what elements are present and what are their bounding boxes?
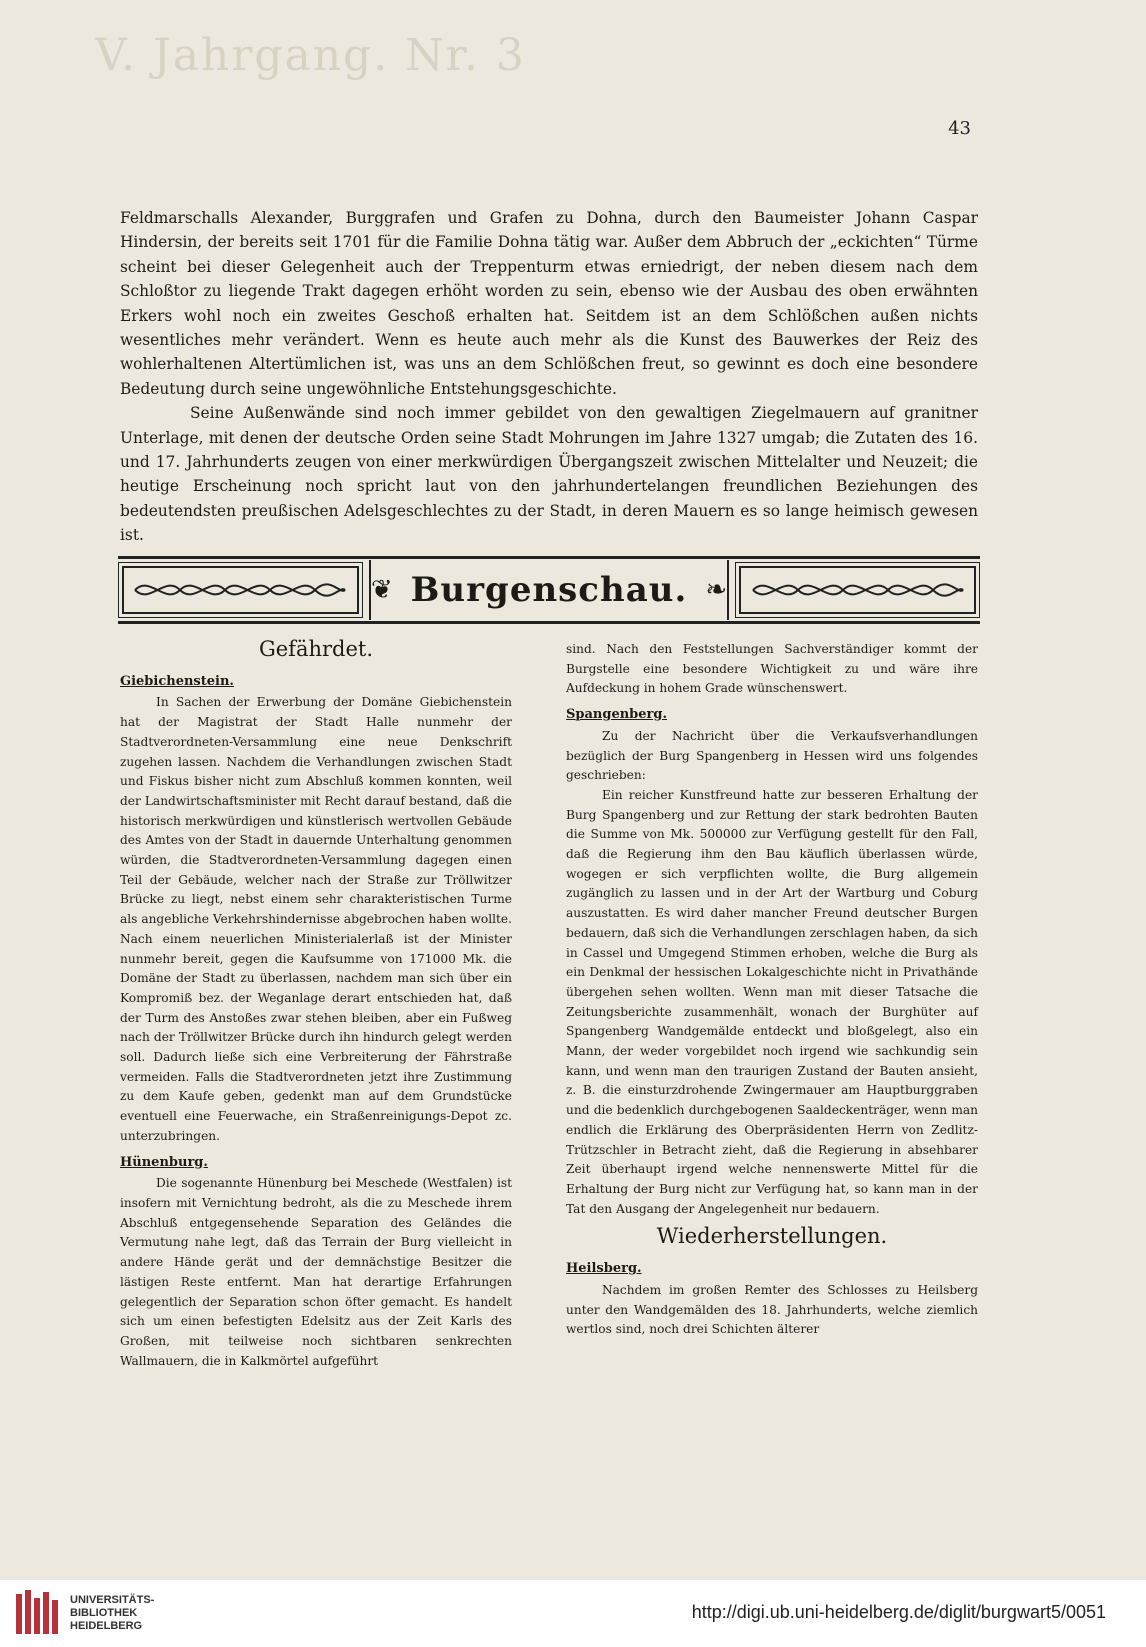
library-logo[interactable] [14,1588,154,1638]
banner-title-box [369,560,729,620]
left-column [120,637,512,1371]
subheading-huenenburg: Hünenburg. [120,1154,208,1170]
page-number: 43 [948,118,971,139]
article-continuation: sind. Nach den Feststellungen Sachverständiger kommt der Burgstelle eine besondere Wichtigkeit zu und wäre ihre Aufdeckung in hohem Grade wünschenswert. [566,642,978,696]
section-banner [118,556,980,624]
right-column [566,640,978,1340]
article-giebichenstein: In Sachen der Erwerbung der Domäne Giebichenstein hat der Magistrat der Stadt Halle nunmehr der Stadtverordneten-Versammlung eine neue Denkschrift zugehen lassen. Nachdem die Verhandlungen zwischen Stadt und Fiskus bisher nicht zum Abschluß kommen konnten, weil der Landwirtschaftsminister mit Recht darauf bestand, daß die historisch merkwürdigen und künstlerisch wertvollen Gebäude des Amtes von der Stadt in dauernde Unterhaltung genommen würden, die Stadtverordneten-Versammlung dagegen einen Teil der Gebäude, welcher nach der Straße zur Tröllwitzer Brücke zu liegt, nebst einem sehr charakteristischen Turme als angebliche Verkehrshindernisse abgebrochen haben wollte. Nach einem neuerlichen Ministerialerlaß ist der Minister nunmehr bereit, gegen die Kaufsumme von 171000 Mk. die Domäne der Stadt zu überlassen, nachdem man sich über ein Kompromiß bez. der Weganlage derart entschieden hat, daß der Turm des Anstoßes zwar stehen bleiben, aber ein Fußweg nach der Tröllwitzer Brücke durch ihn hindurch gelegt werden soll. Dadurch ließe sich eine Verbreiterung der Fährstraße vermeiden. Falls die Stadtverordneten jetzt ihre Zustimmung zu dem Kaufe geben, gedenkt man auf dem Grundstücke eventuell eine Feuerwache, ein Straßenreinigungs-Depot zc. unterzubringen. [120,695,512,1143]
bleed-through-header: V. Jahrgang. Nr. 3 [95,30,526,81]
fleuron-right-icon: ❧ [705,575,728,605]
subheading-heilsberg: Heilsberg. [566,1261,642,1277]
section-heading-wiederherstellungen: Wiederherstellungen. [656,1224,888,1249]
article-heilsberg: Nachdem im großen Remter des Schlosses zu Heilsberg unter den Wandgemälden des 18. Jahrhunderts, welche ziemlich wertlos sind, noch drei Schichten älterer [566,1282,978,1337]
ornament-left [122,566,359,614]
subheading-spangenberg: Spangenberg. [566,707,667,723]
fleuron-left-icon: ❦ [370,575,393,605]
scroll-ornament-icon [130,575,350,605]
footer-bar [0,1580,1146,1647]
article-spangenberg-intro: Zu der Nachricht über die Verkaufsverhandlungen bezüglich der Burg Spangenberg in Hessen wird uns folgendes geschrieben: [566,728,978,783]
banner-title: Burgenschau. [410,570,688,610]
intro-paragraph: Seine Außenwände sind noch immer gebildet von den gewaltigen Ziegelmauern auf granitner Unterlage, mit denen der deutsche Orden seine Stadt Mohrungen im Jahre 1327 umgab; die Zutaten des 16. und 17. Jahrhunderts zeugen von einer merkwürdigen Übergangszeit zwischen Mittelalter und Neuzeit; die heutige Erscheinung noch spricht laut von den jahrhundertelangen freundlichen Beziehungen des bedeutendsten preußischen Adelsgeschlechtes zu der Stadt, in deren Mauern es so lange heimisch gewesen ist. [120,404,978,545]
intro-text [120,206,978,548]
subheading-giebichenstein: Giebichenstein. [120,673,234,689]
section-heading-gefaehrdet: Gefährdet. [258,637,374,661]
intro-paragraph: Feldmarschalls Alexander, Burggrafen und Grafen zu Dohna, durch den Baumeister Johann Caspar Hindersin, der bereits seit 1701 für die Familie Dohna tätig war. Außer dem Abbruch der „eckichten“ Türme scheint bei dieser Gelegenheit auch der Treppenturm etwas erniedrigt, der neben diesem nach dem Schloßtor zu liegende Trakt dagegen erhöht worden zu sein, ebenso wie der Ausbau des oben erwähnten Erkers wohl noch ein zweites Geschoß erhalten hat. Seitdem ist an dem Schlößchen außen nichts wesentliches mehr verändert. Wenn es heute auch mehr als die Kunst des Bauwerkes der Reiz des wohlerhaltenen Altertümlichen ist, was uns an dem Schlößchen freut, so gewinnt es doch eine besondere Bedeutung durch seine ungewöhnliche Entstehungsgeschichte. [120,209,978,398]
article-spangenberg-body: Ein reicher Kunstfreund hatte zur besseren Erhaltung der Burg Spangenberg und zur Rettung der stark bedrohten Bauten die Summe von Mk. 500000 zur Verfügung gestellt für den Fall, daß die Regierung ihm den Bau käuflich überlassen würde, wogegen er sich verpflichten wollte, die Burg allgemein zugänglich zu lassen und in der Art der Wartburg und Coburg auszustatten. Es wird daher mancher Freund deutscher Burgen bedauern, daß sich die Verhandlungen zerschlagen haben, da sich in Cassel und Umgegend Stimmen erhoben, welche die Burg als ein Denkmal der hessischen Lokalgeschichte nicht in Privathände übergehen sehen wollten. Wenn man mit dieser Tatsache die Zeitungsberichte zusammenhält, wonach der Burghüter auf Spangenberg Wandgemälde entdeckt und bloßgelegt, also ein Mann, der weder vorgebildet noch irgend wie sachkundig sein kann, und wenn man den traurigen Zustand der Bauten ansieht, z. B. die einsturzdrohende Zwingermauer am Hauptburggraben und die bedenklich durchgebogenen Saaldeckenträger, wenn man endlich die Erklärung des Oberpräsidenten Herrn von Zedlitz-Trützschler in Betracht zieht, daß die Regierung in absehbarer Zeit überhaupt irgend welche nennenswerte Mittel für die Erhaltung der Burg nicht zur Verfügung hat, so kann man in der Tat den Ausgang der Angelegenheit nur bedauern. [566,787,978,1216]
scroll-ornament-icon [748,575,968,605]
library-seal-icon [14,1588,60,1638]
ornament-right [739,566,976,614]
permalink-url[interactable]: http://digi.ub.uni-heidelberg.de/diglit/burgwart5/0051 [691,1602,1106,1622]
library-name: UNIVERSITÄTS- BIBLIOTHEK HEIDELBERG [70,1593,155,1632]
article-huenenburg: Die sogenannte Hünenburg bei Meschede (Westfalen) ist insofern mit Vernichtung bedroht, als die zu Meschede ihrem Abschluß entgegensehende Separation des Geländes die Vermutung nahe legt, daß das Terrain der Burg vielleicht in andere Hände gerät und der demnächstige Besitzer die lästigen Reste entfernt. Man hat derartige Erfahrungen gelegentlich der Separation schon öfter gemacht. Es handelt sich um einen befestigten Edelsitz aus der Zeit Karls des Großen, mit teilweise noch sichtbaren senkrechten Wallmauern, die in Kalkmörtel aufgeführt [120,1176,512,1368]
